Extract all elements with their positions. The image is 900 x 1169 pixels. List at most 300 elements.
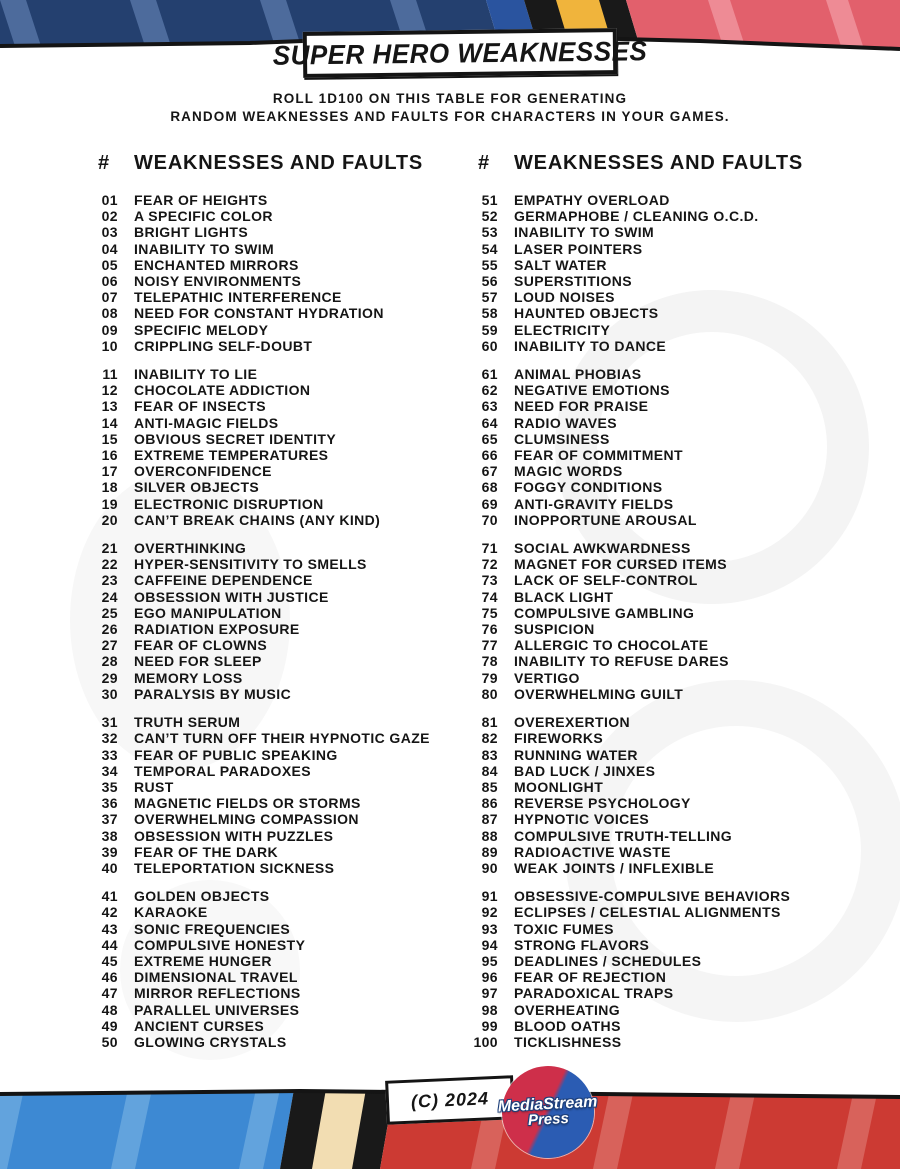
row-number: 92: [481, 904, 498, 921]
table-row: [90, 382, 475, 398]
table-row: [90, 496, 475, 512]
copyright-box: [385, 1075, 515, 1125]
row-number: 84: [481, 762, 498, 779]
table-row: [470, 621, 855, 637]
row-text: HAUNTED OBJECTS: [514, 305, 659, 322]
row-number: 99: [481, 1017, 498, 1034]
row-number: 12: [101, 382, 118, 399]
row-text: EXTREME TEMPERATURES: [134, 447, 329, 464]
row-text: PARADOXICAL TRAPS: [514, 985, 674, 1002]
table-row: [470, 463, 855, 479]
table-row: [470, 653, 855, 669]
row-text: HYPNOTIC VOICES: [514, 811, 650, 828]
row-text: TELEPATHIC INTERFERENCE: [134, 289, 342, 306]
row-number: 41: [101, 888, 118, 905]
row-number: 78: [481, 653, 498, 670]
row-number: 87: [481, 811, 498, 828]
row-number: 42: [101, 904, 118, 921]
number-header: #: [98, 152, 110, 174]
table-row: [470, 338, 855, 354]
table-row: [470, 860, 855, 876]
row-number: 66: [481, 447, 498, 464]
row-number: 67: [481, 463, 498, 480]
row-text: VERTIGO: [514, 669, 580, 686]
table-row: [470, 479, 855, 495]
row-text: ENCHANTED MIRRORS: [134, 256, 299, 273]
row-number: 79: [481, 669, 498, 686]
row-number: 43: [101, 920, 118, 937]
row-text: SALT WATER: [514, 256, 607, 273]
row-number: 68: [481, 479, 498, 496]
table-row: [470, 670, 855, 686]
subtitle-line-2: RANDOM WEAKNESSES AND FAULTS FOR CHARACTERS IN YOUR GAMES.: [170, 109, 730, 124]
row-number: 50: [101, 1033, 118, 1050]
row-text: DEADLINES / SCHEDULES: [514, 952, 702, 969]
table-row: [470, 714, 855, 730]
table-row: [90, 257, 475, 273]
table-row: [90, 273, 475, 289]
row-number: 80: [481, 685, 498, 702]
row-number: 14: [101, 414, 118, 431]
table-row: [90, 1002, 475, 1018]
table-row: [90, 795, 475, 811]
row-number: 19: [101, 495, 118, 512]
table-row: [470, 512, 855, 528]
row-text: A SPECIFIC COLOR: [134, 208, 273, 225]
row-text: WEAK JOINTS / INFLEXIBLE: [514, 859, 715, 876]
table-row: [470, 904, 855, 920]
row-text: INABILITY TO SWIM: [514, 224, 655, 241]
row-text: BAD LUCK / JINXES: [514, 762, 656, 779]
row-text: OBSESSIVE-COMPULSIVE BEHAVIORS: [514, 888, 791, 905]
table-row: [90, 415, 475, 431]
row-number: 93: [481, 920, 498, 937]
row-text: PARALLEL UNIVERSES: [134, 1001, 300, 1018]
row-number: 23: [101, 572, 118, 589]
row-text: OVEREXERTION: [514, 714, 631, 731]
row-text: NEGATIVE EMOTIONS: [514, 382, 670, 399]
row-number: 54: [481, 240, 498, 257]
row-text: MAGNET FOR CURSED ITEMS: [514, 556, 727, 573]
row-text: NEED FOR SLEEP: [134, 653, 262, 670]
row-text: NEED FOR PRAISE: [514, 398, 649, 415]
table-row: [470, 1034, 855, 1050]
row-number: 69: [481, 495, 498, 512]
table-row: [90, 224, 475, 240]
row-number: 82: [481, 730, 498, 747]
row-number: 37: [101, 811, 118, 828]
row-text: RUST: [134, 778, 174, 795]
table-row: [470, 730, 855, 746]
row-number: 27: [101, 637, 118, 654]
table-row: [90, 289, 475, 305]
row-number: 49: [101, 1017, 118, 1034]
row-text: MIRROR REFLECTIONS: [134, 985, 301, 1002]
row-number: 45: [101, 952, 118, 969]
row-text: RADIO WAVES: [514, 414, 617, 431]
row-number: 85: [481, 778, 498, 795]
table-row: [470, 241, 855, 257]
table-row: [470, 828, 855, 844]
row-number: 98: [481, 1001, 498, 1018]
row-number: 81: [481, 714, 498, 731]
row-text: ELECTRICITY: [514, 321, 611, 338]
row-number: 65: [481, 430, 498, 447]
subtitle: [0, 90, 900, 126]
row-text: CRIPPLING SELF-DOUBT: [134, 337, 313, 354]
table-row: [90, 730, 475, 746]
row-text: CAN’T BREAK CHAINS (ANY KIND): [134, 511, 381, 528]
row-text: TELEPORTATION SICKNESS: [134, 859, 335, 876]
table-row: [90, 828, 475, 844]
row-text: RADIATION EXPOSURE: [134, 621, 300, 638]
table-row: [90, 479, 475, 495]
row-number: 31: [101, 714, 118, 731]
table-row: [470, 763, 855, 779]
row-number: 13: [101, 398, 118, 415]
row-number: 56: [481, 273, 498, 290]
row-number: 39: [101, 843, 118, 860]
row-number: 97: [481, 985, 498, 1002]
table-row: [470, 556, 855, 572]
row-number: 29: [101, 669, 118, 686]
table-row: [90, 540, 475, 556]
subtitle-line-1: ROLL 1D100 ON THIS TABLE FOR GENERATING: [272, 91, 628, 106]
row-text: OVERHEATING: [514, 1001, 621, 1018]
row-text: ANCIENT CURSES: [134, 1017, 265, 1034]
table-row: [470, 398, 855, 414]
row-number: 05: [101, 256, 118, 273]
row-number: 01: [101, 192, 118, 208]
row-number: 11: [102, 366, 118, 383]
table-row: [470, 224, 855, 240]
row-number: 26: [101, 621, 118, 638]
table-row: [90, 860, 475, 876]
row-text: REVERSE PSYCHOLOGY: [514, 795, 691, 812]
table-row: [90, 556, 475, 572]
table-row: [470, 305, 855, 321]
title-banner: [272, 28, 648, 78]
row-text: TEMPORAL PARADOXES: [134, 762, 312, 779]
row-text: ANTI-MAGIC FIELDS: [134, 414, 279, 431]
table-row: [470, 289, 855, 305]
table-row: [90, 921, 475, 937]
table-row: [470, 192, 855, 208]
table-row: [470, 888, 855, 904]
row-text: OVERTHINKING: [134, 540, 247, 557]
row-number: 16: [101, 447, 118, 464]
row-number: 96: [481, 969, 498, 986]
row-text: FEAR OF HEIGHTS: [134, 192, 268, 208]
table-row: [470, 985, 855, 1001]
row-text: INOPPORTUNE AROUSAL: [514, 511, 697, 528]
table-row: [470, 811, 855, 827]
row-text: SPECIFIC MELODY: [134, 321, 269, 338]
row-number: 09: [101, 321, 118, 338]
table-row: [90, 763, 475, 779]
row-text: COMPULSIVE GAMBLING: [514, 604, 695, 621]
table-row: [470, 795, 855, 811]
table-row: [90, 779, 475, 795]
table-row: [90, 811, 475, 827]
row-text: OBSESSION WITH PUZZLES: [134, 827, 334, 844]
table-row: [90, 621, 475, 637]
row-number: 51: [481, 192, 498, 208]
table-row: [90, 1034, 475, 1050]
table-row: [90, 888, 475, 904]
row-number: 22: [101, 556, 118, 573]
row-text: RUNNING WATER: [514, 746, 638, 763]
row-number: 33: [101, 746, 118, 763]
row-number: 55: [481, 256, 498, 273]
table-row: [470, 779, 855, 795]
table-row: [90, 589, 475, 605]
row-number: 03: [101, 224, 118, 241]
row-number: 64: [481, 414, 498, 431]
row-number: 71: [481, 540, 498, 557]
row-text: TOXIC FUMES: [514, 920, 614, 937]
row-number: 59: [481, 321, 498, 338]
row-number: 77: [481, 637, 498, 654]
row-text: CAFFEINE DEPENDENCE: [134, 572, 313, 589]
table-rows-left: [90, 192, 475, 1050]
row-number: 100: [473, 1033, 498, 1050]
row-number: 57: [481, 289, 498, 306]
row-text: MEMORY LOSS: [134, 669, 243, 686]
row-number: 88: [481, 827, 498, 844]
row-number: 83: [481, 746, 498, 763]
row-text: CHOCOLATE ADDICTION: [134, 382, 311, 399]
row-text: KARAOKE: [134, 904, 208, 921]
table-row: [470, 844, 855, 860]
row-text: GLOWING CRYSTALS: [134, 1033, 287, 1050]
row-text: NOISY ENVIRONMENTS: [134, 273, 302, 290]
table-row: [90, 241, 475, 257]
row-text: GOLDEN OBJECTS: [134, 888, 270, 905]
number-header: #: [478, 152, 490, 174]
row-text: OVERWHELMING COMPASSION: [134, 811, 359, 828]
row-number: 21: [101, 540, 118, 557]
table-row: [470, 969, 855, 985]
table-row: [90, 844, 475, 860]
row-text: COMPULSIVE TRUTH-TELLING: [514, 827, 733, 844]
table-row: [90, 605, 475, 621]
name-header: WEAKNESSES AND FAULTS: [514, 152, 804, 174]
table-row: [470, 415, 855, 431]
row-number: 40: [101, 859, 118, 876]
row-text: PARALYSIS BY MUSIC: [134, 685, 292, 702]
table-row: [90, 192, 475, 208]
table-row: [90, 985, 475, 1001]
table-row: [90, 904, 475, 920]
row-text: OVERCONFIDENCE: [134, 463, 272, 480]
table-row: [470, 496, 855, 512]
column-header: [90, 152, 475, 175]
row-number: 74: [481, 588, 498, 605]
row-number: 02: [101, 208, 118, 225]
table-row: [470, 208, 855, 224]
row-text: OVERWHELMING GUILT: [514, 685, 684, 702]
table-row: [470, 431, 855, 447]
row-text: FEAR OF THE DARK: [134, 843, 279, 860]
table-row: [90, 637, 475, 653]
row-text: LOUD NOISES: [514, 289, 615, 306]
row-number: 32: [101, 730, 118, 747]
row-text: NEED FOR CONSTANT HYDRATION: [134, 305, 384, 322]
row-number: 52: [481, 208, 498, 225]
row-text: FEAR OF COMMITMENT: [514, 447, 683, 464]
table-row: [470, 366, 855, 382]
row-text: LASER POINTERS: [514, 240, 643, 257]
row-text: EGO MANIPULATION: [134, 604, 282, 621]
column-header: [470, 152, 855, 175]
table-row: [90, 572, 475, 588]
table-row: [90, 714, 475, 730]
row-text: MAGNETIC FIELDS OR STORMS: [134, 795, 361, 812]
row-text: RADIOACTIVE WASTE: [514, 843, 671, 860]
row-text: OBSESSION WITH JUSTICE: [134, 588, 329, 605]
row-text: BLACK LIGHT: [514, 588, 614, 605]
table-row: [90, 398, 475, 414]
row-number: 47: [101, 985, 118, 1002]
row-text: MAGIC WORDS: [514, 463, 623, 480]
table-row: [90, 305, 475, 321]
table-row: [470, 686, 855, 702]
table-row: [470, 937, 855, 953]
row-number: 46: [101, 969, 118, 986]
row-text: SUPERSTITIONS: [514, 273, 632, 290]
row-number: 10: [101, 337, 118, 354]
table-row: [90, 338, 475, 354]
row-number: 53: [481, 224, 498, 241]
table-row: [470, 953, 855, 969]
row-text: SUSPICION: [514, 621, 595, 638]
row-number: 24: [101, 588, 118, 605]
row-number: 06: [101, 273, 118, 290]
row-text: ANTI-GRAVITY FIELDS: [514, 495, 674, 512]
row-text: ALLERGIC TO CHOCOLATE: [514, 637, 709, 654]
table-row: [90, 953, 475, 969]
row-number: 25: [101, 604, 118, 621]
row-text: TICKLISHNESS: [514, 1033, 622, 1050]
table-row: [90, 512, 475, 528]
row-text: STRONG FLAVORS: [514, 936, 650, 953]
row-number: 94: [481, 936, 498, 953]
table-row: [90, 747, 475, 763]
table-row: [470, 747, 855, 763]
row-text: EXTREME HUNGER: [134, 952, 272, 969]
row-number: 28: [101, 653, 118, 670]
table-row: [470, 589, 855, 605]
row-text: GERMAPHOBE / CLEANING O.C.D.: [514, 208, 759, 225]
row-text: EMPATHY OVERLOAD: [514, 192, 670, 208]
row-number: 76: [481, 621, 498, 638]
page-title: SUPER HERO WEAKNESSES: [272, 34, 648, 71]
row-number: 04: [101, 240, 118, 257]
table-row: [470, 572, 855, 588]
table-row: [470, 322, 855, 338]
row-text: SILVER OBJECTS: [134, 479, 260, 496]
row-text: BRIGHT LIGHTS: [134, 224, 249, 241]
row-number: 15: [101, 430, 118, 447]
table-row: [470, 257, 855, 273]
table-row: [470, 1002, 855, 1018]
table-row: [470, 382, 855, 398]
row-number: 61: [481, 366, 498, 383]
logo-text-line-2: Press: [527, 1109, 570, 1129]
row-text: HYPER-SENSITIVITY TO SMELLS: [134, 556, 367, 573]
row-number: 75: [481, 604, 498, 621]
row-number: 44: [101, 936, 118, 953]
row-number: 70: [481, 511, 498, 528]
row-text: COMPULSIVE HONESTY: [134, 936, 306, 953]
logo-text-line-1: MediaStream: [497, 1092, 598, 1116]
row-text: CAN’T TURN OFF THEIR HYPNOTIC GAZE: [134, 730, 430, 747]
table-row: [90, 937, 475, 953]
table-row: [470, 273, 855, 289]
table-row: [90, 670, 475, 686]
table-row: [90, 366, 475, 382]
name-header: WEAKNESSES AND FAULTS: [134, 152, 424, 174]
row-text: FEAR OF PUBLIC SPEAKING: [134, 746, 338, 763]
row-text: ELECTRONIC DISRUPTION: [134, 495, 324, 512]
table-row: [470, 540, 855, 556]
row-text: FEAR OF CLOWNS: [134, 637, 268, 654]
table-row: [90, 322, 475, 338]
row-text: INABILITY TO DANCE: [514, 337, 667, 354]
row-text: FEAR OF REJECTION: [514, 969, 667, 986]
row-text: INABILITY TO REFUSE DARES: [514, 653, 729, 670]
row-number: 73: [481, 572, 498, 589]
table-column-left: [90, 152, 475, 1050]
copyright-text: (C) 2024: [410, 1087, 490, 1112]
row-text: SOCIAL AWKWARDNESS: [514, 540, 691, 557]
row-text: INABILITY TO SWIM: [134, 240, 275, 257]
row-number: 91: [481, 888, 498, 905]
row-text: ANIMAL PHOBIAS: [514, 366, 642, 383]
row-text: FOGGY CONDITIONS: [514, 479, 663, 496]
row-number: 08: [101, 305, 118, 322]
row-number: 63: [481, 398, 498, 415]
table-row: [470, 605, 855, 621]
row-number: 48: [101, 1001, 118, 1018]
table-row: [90, 686, 475, 702]
table-row: [470, 921, 855, 937]
table-row: [90, 653, 475, 669]
row-number: 95: [481, 952, 498, 969]
table-row: [90, 431, 475, 447]
row-number: 60: [481, 337, 498, 354]
table-rows-right: [470, 192, 855, 1050]
table-column-right: [470, 152, 855, 1050]
row-text: FIREWORKS: [514, 730, 604, 747]
table-row: [90, 463, 475, 479]
table-row: [470, 447, 855, 463]
row-number: 34: [101, 762, 118, 779]
row-number: 18: [101, 479, 118, 496]
row-number: 07: [101, 289, 118, 306]
row-text: CLUMSINESS: [514, 430, 610, 447]
table-row: [470, 637, 855, 653]
row-text: TRUTH SERUM: [134, 714, 241, 731]
row-number: 35: [101, 778, 118, 795]
table-row: [90, 969, 475, 985]
row-text: ECLIPSES / CELESTIAL ALIGNMENTS: [514, 904, 781, 921]
row-text: BLOOD OATHS: [514, 1017, 621, 1034]
row-text: LACK OF SELF-CONTROL: [514, 572, 698, 589]
table-row: [90, 1018, 475, 1034]
row-text: SONIC FREQUENCIES: [134, 920, 291, 937]
